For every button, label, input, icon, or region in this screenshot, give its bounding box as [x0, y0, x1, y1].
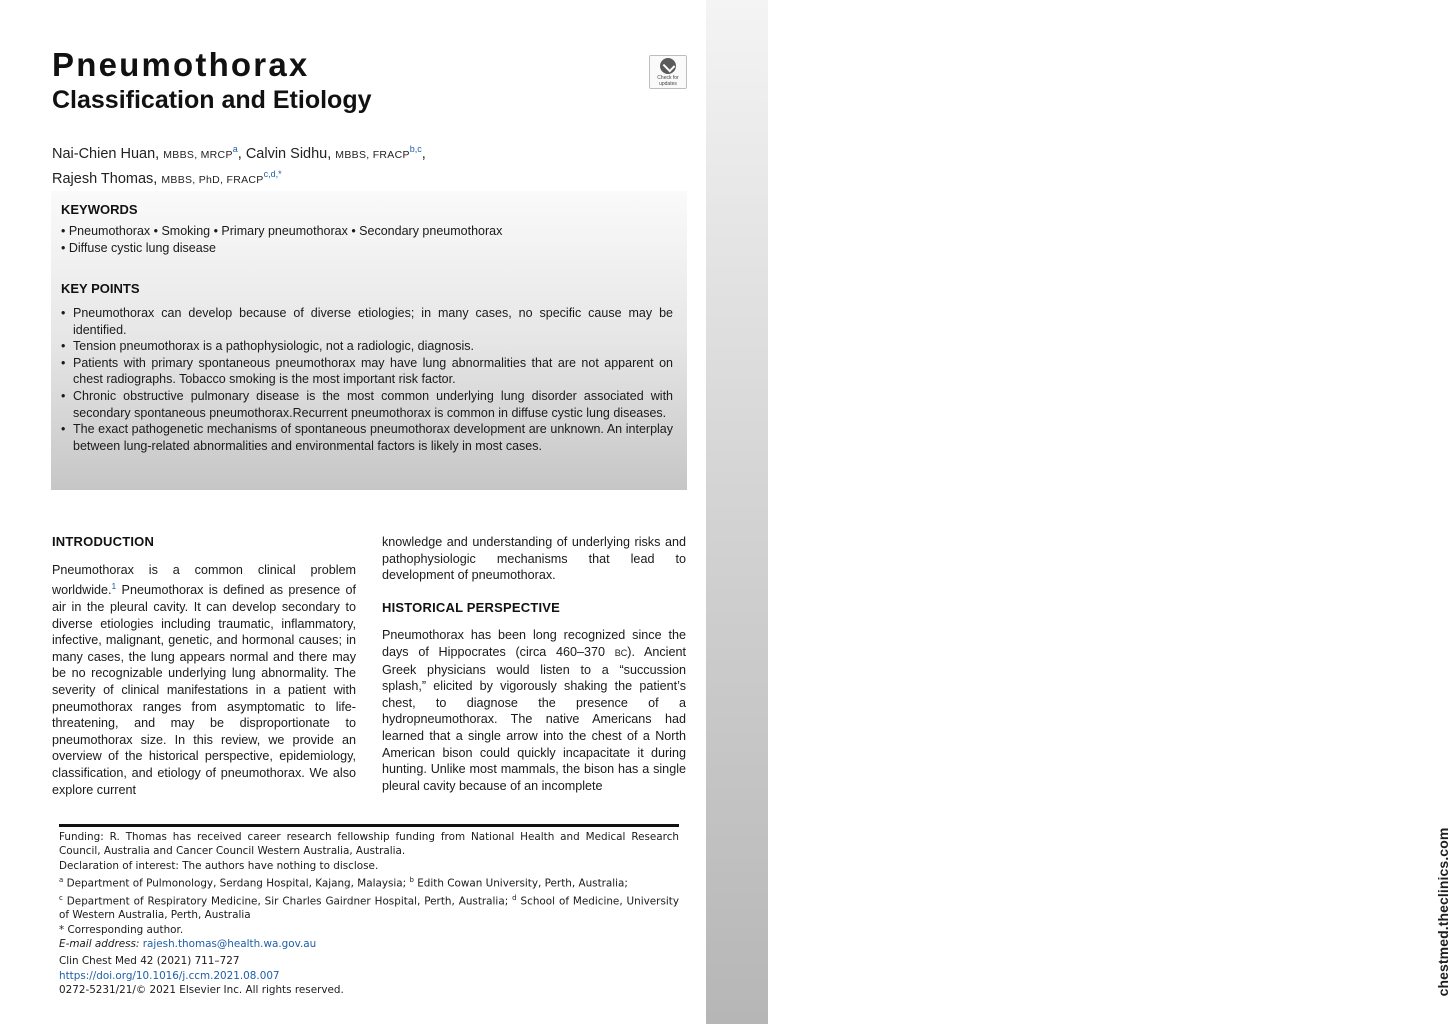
copyright-line: 0272-5231/21/© 2021 Elsevier Inc. All rights reserved.: [59, 984, 344, 996]
introduction-paragraph: [52, 562, 356, 799]
author-degrees: MBBS, FRACP: [335, 148, 410, 161]
author-list: [52, 140, 426, 190]
author-name: Calvin Sidhu,: [245, 145, 332, 162]
author-degrees: MBBS, MRCP: [163, 148, 233, 161]
author-separator: ,: [237, 145, 242, 162]
journal-reference: Clin Chest Med 42 (2021) 711–727: [59, 955, 240, 967]
author-line-2: [52, 165, 426, 190]
key-point-item: • The exact pathogenetic mechanisms of spontaneous pneumothorax development are unknown. An interplay between lung-related abnormalities and environmental factors is likely in most cases.: [61, 421, 673, 454]
journal-site[interactable]: chestmed.theclinics.com: [1435, 827, 1451, 997]
keywords-line: • Pneumothorax • Smoking • Primary pneumothorax • Secondary pneumothorax: [61, 224, 503, 238]
historical-heading: HISTORICAL PERSPECTIVE: [382, 599, 561, 615]
email-link[interactable]: rajesh.thomas@health.wa.gov.au: [142, 938, 317, 951]
history-text: BC: [614, 647, 628, 658]
author-affiliation-ref[interactable]: a: [232, 144, 238, 154]
keywords-line: • Diffuse cystic lung disease: [61, 241, 216, 255]
key-point-item: • Pneumothorax can develop because of diverse etiologies; in many cases, no specific cause may be identified.: [61, 305, 673, 338]
article-subtitle: Classification and Etiology: [52, 86, 372, 114]
article-title: Pneumothorax: [52, 46, 310, 83]
corresponding-note: * Corresponding author.: [59, 923, 184, 936]
author-affiliation-ref[interactable]: c,d,*: [263, 168, 282, 179]
footnote-divider: [59, 824, 679, 827]
affiliation-d: School of Medicine, University of Western Australia, Perth, Australia: [59, 895, 679, 922]
funding-note: Funding: R. Thomas has received career research fellowship funding from National Health and Medical Research Council, Australia and Cancer Council Western Australia, Australia.: [59, 831, 679, 858]
keywords-heading: KEYWORDS: [61, 202, 138, 217]
declaration-note: Declaration of interest: The authors have nothing to disclose.: [59, 859, 379, 872]
citation-block: [59, 954, 344, 998]
doi-link[interactable]: https://doi.org/10.1016/j.ccm.2021.08.007: [59, 969, 280, 982]
author-affiliation-ref[interactable]: b,c: [409, 144, 422, 154]
email-line: [59, 937, 679, 951]
badge-label: Check for updates: [657, 75, 679, 87]
author-name: Nai-Chien Huan,: [52, 145, 160, 162]
affiliation-b: Edith Cowan University, Perth, Australia;: [417, 877, 628, 890]
historical-paragraph: [382, 627, 686, 794]
keywords-list: [61, 223, 502, 257]
key-points-heading: KEY POINTS: [61, 281, 140, 296]
key-points-list: [61, 305, 673, 454]
introduction-heading: INTRODUCTION: [52, 534, 155, 549]
history-text: ). Ancient Greek physicians would listen to a “succussion splash,” elicited by vigorously shaking the patient’s chest, to diagnose the presence of a hydropneumothorax. The native Americans had learned that a single arrow into the chest of a North American bison could quickly incapacitate it during hunting. Unlike most mammals, the bison has a single pleural cavity because of an incomplete: [382, 644, 686, 793]
author-name: Rajesh Thomas,: [52, 170, 158, 187]
key-point-item: • Tension pneumothorax is a pathophysiologic, not a radiologic, diagnosis.: [61, 338, 673, 355]
email-label: E-mail address:: [59, 938, 140, 951]
reference-link[interactable]: 1: [111, 581, 117, 592]
affiliation-a: Department of Pulmonology, Serdang Hospital, Kajang, Malaysia;: [66, 877, 407, 890]
intro-text: Pneumothorax is a common clinical problem worldwide.: [52, 562, 356, 598]
footnotes: [59, 830, 679, 951]
key-point-item: • Patients with primary spontaneous pneumothorax may have lung abnormalities that are not apparent on chest radiographs. Tobacco smoking is the most important risk factor.: [61, 355, 673, 388]
keywords-keypoints-box: [51, 191, 687, 490]
history-text: Pneumothorax has been long recognized since the days of Hippocrates (circa 460–370: [382, 628, 686, 659]
author-separator: ,: [421, 145, 426, 162]
check-for-updates-badge[interactable]: [649, 55, 687, 89]
key-point-item: • Chronic obstructive pulmonary disease is the most common underlying lung disorder associated with secondary spontaneous pneumothorax.Recurrent pneumothorax is common in diffuse cystic lung diseases.: [61, 388, 673, 421]
introduction-continued: knowledge and understanding of underlying risks and pathophysiologic mechanisms that lead to development of pneumothorax.: [382, 535, 686, 583]
affiliations-line-2: $^c$ Department of Respiratory Medicine, Sir Charles Gairdner Hospital, Perth, Australia; $^d$ School of Medicine, University of Western Australia, Perth, Australia: [59, 893, 679, 922]
affiliations-line-1: $^a$ Department of Pulmonology, Serdang Hospital, Kajang, Malaysia; $^b$ Edith Cowan University, Perth, Australia;: [59, 875, 628, 890]
author-line-1: [52, 140, 426, 165]
right-column: [382, 534, 686, 794]
affiliation-c: Department of Respiratory Medicine, Sir Charles Gairdner Hospital, Perth, Australia;: [66, 895, 509, 908]
update-check-icon: [660, 58, 676, 74]
left-column: [52, 534, 356, 798]
sidebar-band: [706, 0, 1451, 1024]
intro-text: Pneumothorax is defined as presence of air in the pleural cavity. It can develop secondary to diverse etiologies including traumatic, inflammatory, infective, malignant, genetic, and hormonal causes; in many cases, the lung appears normal and there may be no recognizable underlying lung abnormality. The severity of clinical manifestations in a patient with pneumothorax ranges from asymptomatic to life-threatening, and may be disproportionate to pneumothorax size. In this review, we provide an overview of the historical perspective, epidemiology, classification, and etiology of pneumothorax. We also explore current: [52, 583, 356, 797]
author-degrees: MBBS, PhD, FRACP: [161, 173, 264, 186]
